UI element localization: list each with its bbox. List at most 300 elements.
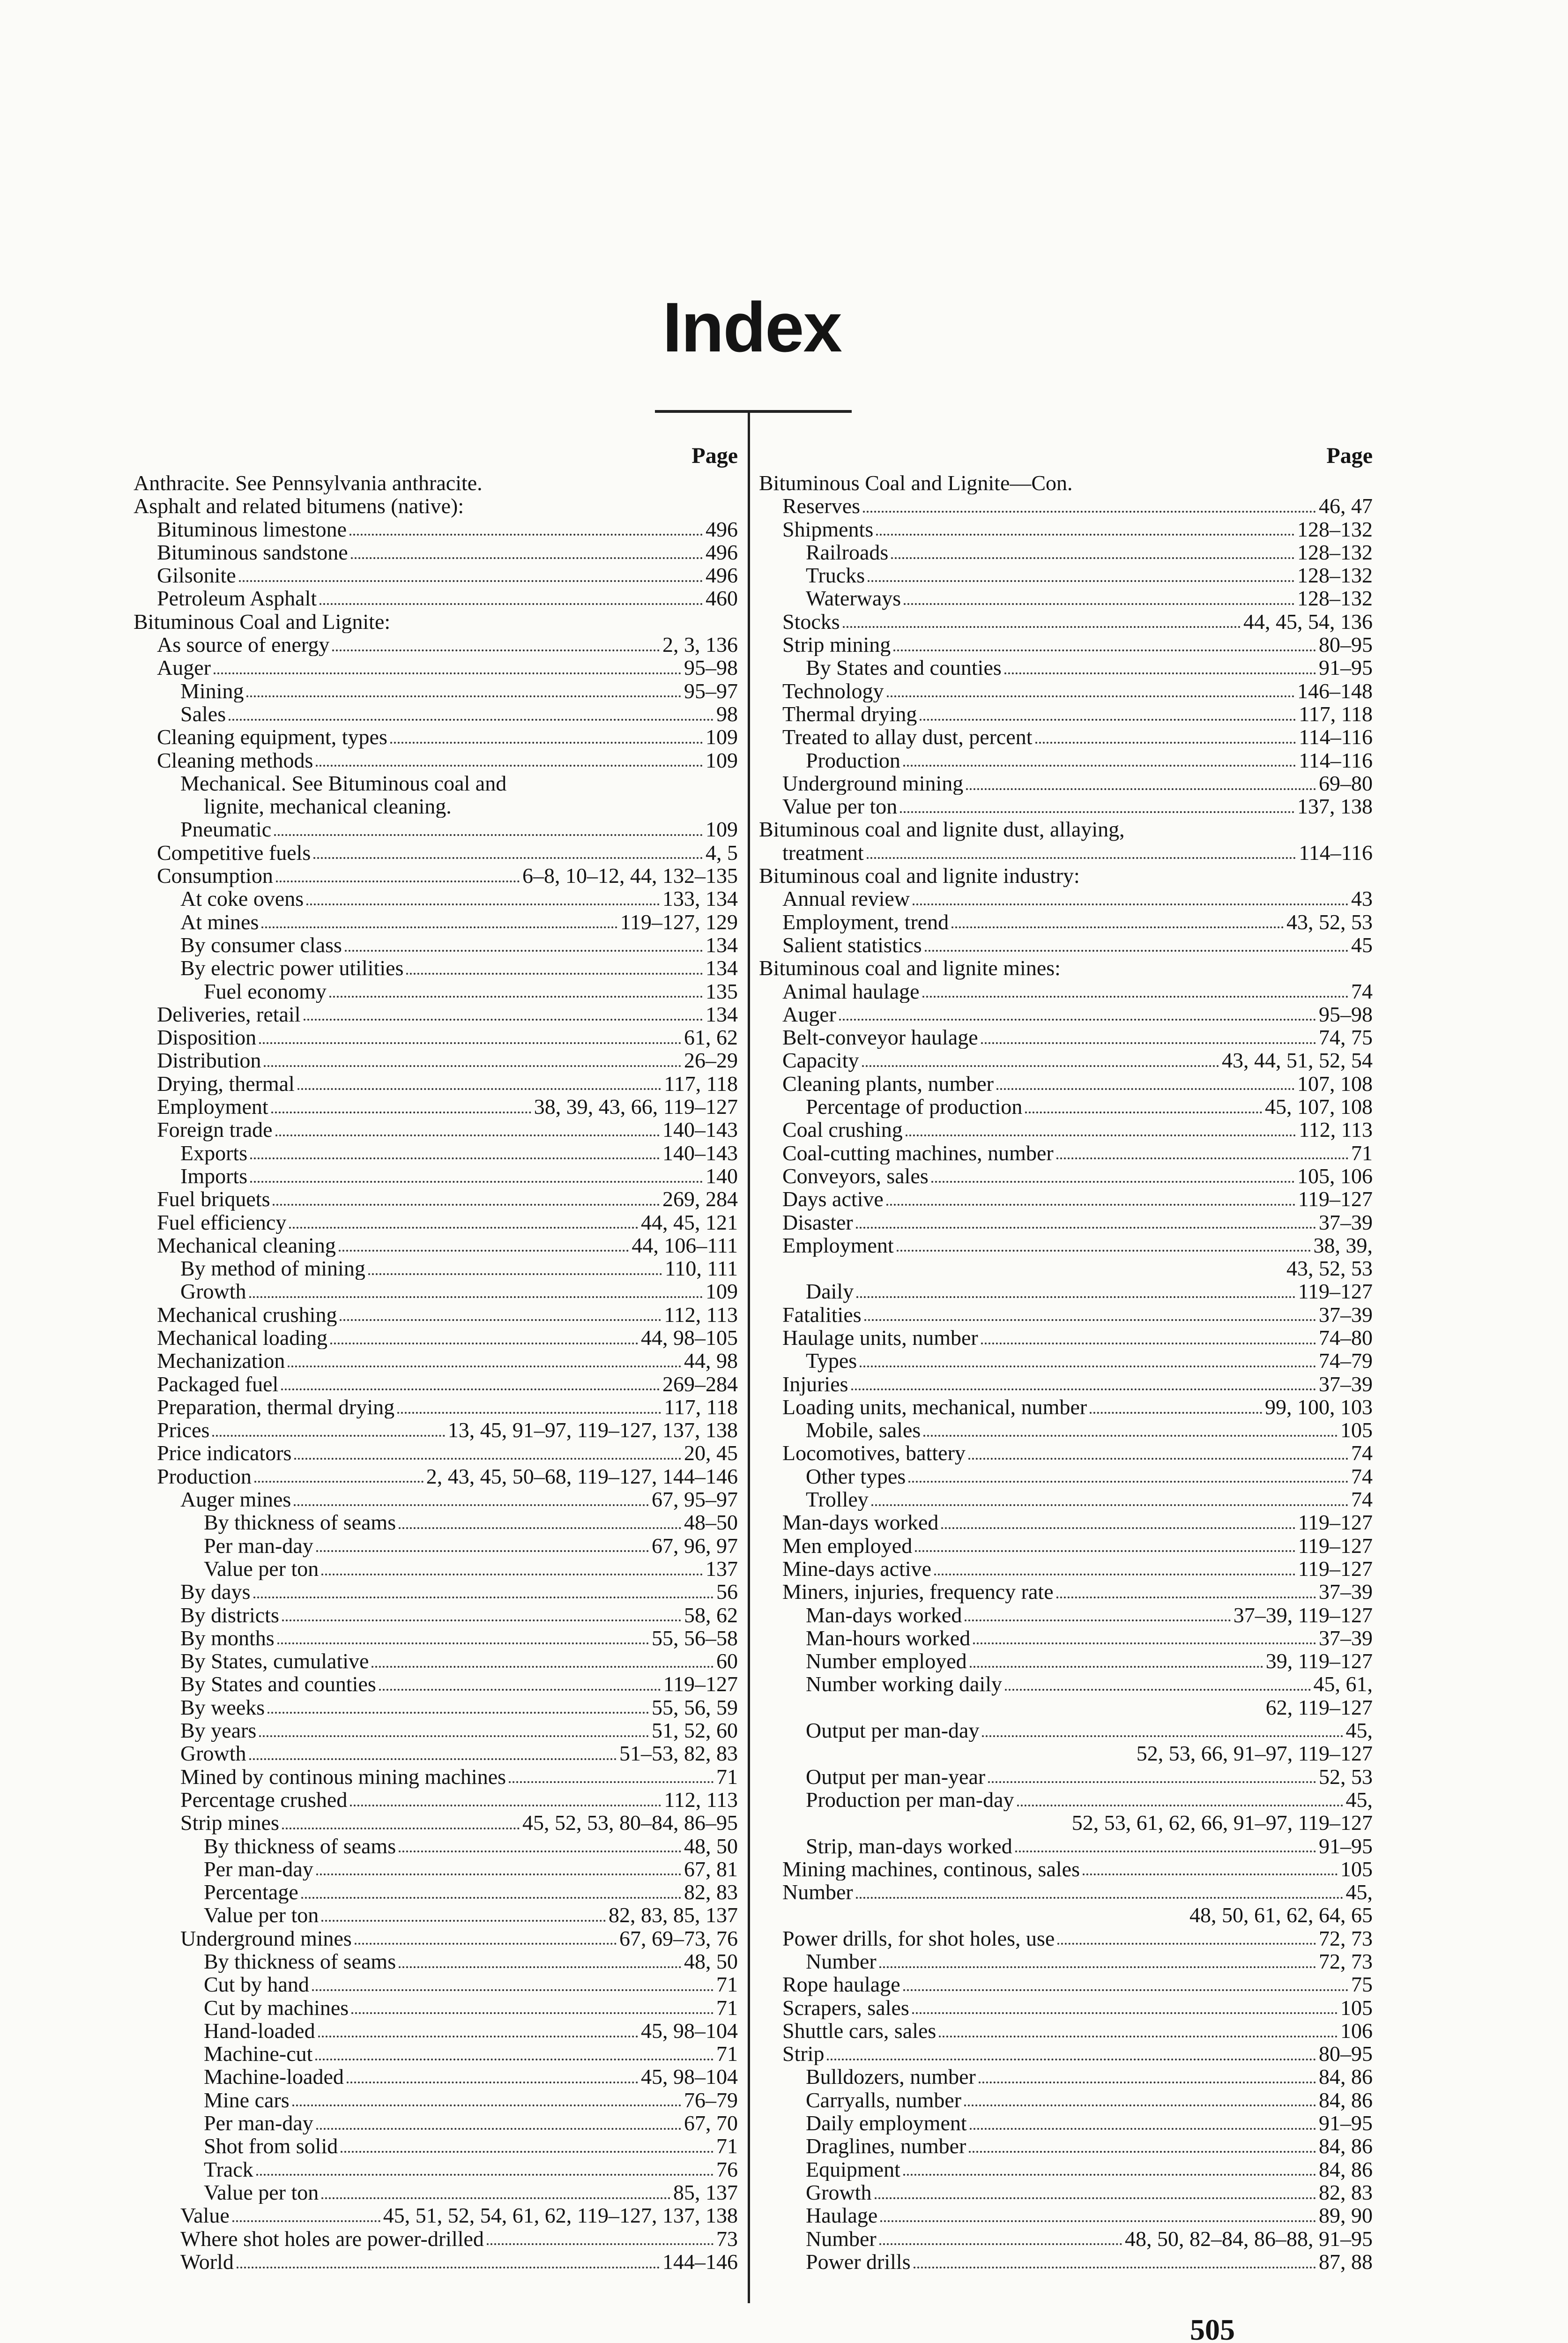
title-rule [655, 410, 852, 413]
index-entry [134, 1996, 738, 2019]
index-pages: 84, 86 [1319, 2088, 1373, 2112]
index-entry [134, 749, 738, 772]
index-pages: 133, 134 [662, 887, 738, 910]
index-entry [134, 818, 738, 841]
index-list-left [134, 471, 738, 2273]
dot-leader [1025, 1112, 1262, 1113]
index-entry [134, 1557, 738, 1580]
index-pages: 67, 95–97 [652, 1488, 738, 1511]
dot-leader [350, 1805, 661, 1806]
index-entry [759, 1696, 1373, 1719]
index-entry [134, 864, 738, 887]
dot-leader [968, 1458, 1348, 1460]
index-pages: 48, 50, 82–84, 86–88, 91–95 [1125, 2227, 1373, 2250]
index-term: Per man-day [204, 1534, 313, 1557]
index-entry [759, 2158, 1373, 2181]
index-entry [759, 1672, 1373, 1695]
index-entry [134, 1373, 738, 1395]
index-entry [759, 1187, 1373, 1210]
index-pages: 91–95 [1319, 1834, 1373, 1858]
index-term: Percentage of production [806, 1095, 1023, 1119]
index-entry [134, 471, 738, 494]
dot-leader [988, 1781, 1316, 1783]
index-entry [134, 1049, 738, 1072]
index-entry [134, 1903, 738, 1926]
index-entry [759, 910, 1373, 933]
dot-leader [1056, 1597, 1316, 1598]
index-pages: 140 [706, 1164, 738, 1188]
index-entry [759, 1095, 1373, 1118]
index-pages: 269, 284 [662, 1187, 738, 1211]
dot-leader [996, 1088, 1294, 1090]
index-pages: 76–79 [684, 2088, 738, 2112]
index-entry [759, 1627, 1373, 1649]
index-pages: 114–116 [1299, 841, 1373, 865]
index-entry [134, 1257, 738, 1280]
index-entry [134, 1465, 738, 1488]
index-pages: 128–132 [1297, 540, 1373, 564]
index-pages: 37–39 [1319, 1626, 1373, 1650]
index-entry [134, 564, 738, 587]
index-entry [759, 541, 1373, 564]
index-pages: 62, 119–127 [1265, 1695, 1373, 1719]
index-term: Number [782, 1880, 853, 1904]
index-pages: 128–132 [1297, 564, 1373, 587]
dot-leader [904, 603, 1294, 605]
index-pages: 105 [1340, 1996, 1373, 2019]
index-term: Number [806, 1950, 877, 1973]
index-term: Number employed [806, 1649, 967, 1673]
index-pages: 44, 45, 121 [641, 1210, 738, 1234]
index-entry [134, 1118, 738, 1141]
index-pages: 45, 98–104 [641, 2065, 738, 2089]
index-pages: 52, 53, 61, 62, 66, 91–97, 119–127 [1071, 1811, 1373, 1835]
dot-leader [981, 1343, 1316, 1344]
dot-leader [239, 580, 703, 582]
index-term: Coal-cutting machines, number [782, 1141, 1054, 1164]
index-term: Number [806, 2227, 877, 2250]
dot-leader [897, 1250, 1311, 1252]
index-entry [759, 1418, 1373, 1441]
index-term: Mining machines, continous, sales [782, 1857, 1080, 1881]
dot-leader [1083, 1873, 1338, 1875]
index-entry [134, 1395, 738, 1418]
dot-leader [941, 1527, 1295, 1529]
dot-leader [912, 2012, 1338, 2014]
index-pages: 37–39 [1319, 1372, 1373, 1395]
index-term: At mines [180, 910, 259, 933]
index-entry [759, 725, 1373, 748]
index-term: Man-days worked [782, 1511, 939, 1534]
dot-leader [271, 1112, 531, 1113]
index-term: Machine-cut [204, 2042, 313, 2066]
dot-leader [304, 1019, 703, 1021]
index-term: Man-days worked [806, 1603, 962, 1627]
index-entry [134, 2089, 738, 2112]
index-pages: 82, 83, 85, 137 [609, 1903, 738, 1927]
dot-leader [249, 1296, 703, 1298]
index-term: Carryalls, number [806, 2088, 962, 2112]
index-entry [134, 1835, 738, 1858]
index-term: Asphalt and related bitumens (native): [134, 494, 464, 518]
dot-leader [288, 1366, 681, 1367]
index-term: Equipment [806, 2157, 900, 2181]
index-term: By States and counties [180, 1672, 376, 1696]
index-entry [759, 1880, 1373, 1903]
index-term: Mechanical crushing [157, 1303, 337, 1326]
index-pages: 67, 96, 97 [652, 1534, 738, 1557]
dot-leader [330, 1343, 638, 1344]
index-entry [134, 1950, 738, 1973]
dot-leader [313, 857, 703, 859]
index-term: Preparation, thermal drying [157, 1395, 395, 1419]
dot-leader [246, 695, 681, 697]
index-entry [759, 1996, 1373, 2019]
index-term: Days active [782, 1187, 884, 1211]
index-pages: 135 [706, 979, 738, 1003]
index-pages: 80–95 [1319, 633, 1373, 657]
index-entry [134, 725, 738, 748]
index-pages: 43 [1351, 887, 1373, 910]
index-term: Mining [180, 679, 244, 702]
index-entry [759, 2134, 1373, 2157]
index-pages: 80–95 [1319, 2042, 1373, 2066]
index-term: Growth [180, 1742, 246, 1765]
dot-leader [880, 2220, 1316, 2222]
dot-leader [900, 811, 1294, 813]
index-pages: 45, [1345, 1788, 1373, 1812]
index-entry [134, 1696, 738, 1719]
index-entry [759, 1211, 1373, 1234]
index-pages: 109 [706, 725, 738, 749]
index-pages: 496 [706, 517, 738, 541]
index-entry [759, 1742, 1373, 1765]
dot-leader [1035, 742, 1296, 744]
index-term: Per man-day [204, 2112, 313, 2135]
index-term: Employment [157, 1095, 268, 1119]
index-term: Fuel briquets [157, 1187, 270, 1211]
dot-leader [856, 1296, 1295, 1298]
dot-leader [297, 1088, 661, 1090]
index-entry [759, 2065, 1373, 2088]
dot-leader [306, 903, 660, 905]
dot-leader [867, 857, 1296, 859]
dot-leader [908, 1481, 1348, 1483]
index-entry [134, 1672, 738, 1695]
index-pages: 91–95 [1319, 656, 1373, 679]
index-entry [134, 2065, 738, 2088]
dot-leader [920, 719, 1296, 721]
index-term: Strip, man-days worked [806, 1834, 1012, 1858]
dot-leader [982, 1735, 1343, 1737]
index-pages: 13, 45, 91–97, 119–127, 137, 138 [447, 1418, 738, 1442]
dot-leader [390, 742, 703, 744]
index-term: Exports [180, 1141, 248, 1164]
index-term: Daily employment [806, 2112, 967, 2135]
index-term: Mechanization [157, 1349, 285, 1373]
index-entry [759, 1765, 1373, 1788]
dot-leader [321, 1574, 703, 1575]
index-term: Cut by machines [204, 1996, 349, 2019]
index-pages: 44, 45, 54, 136 [1243, 610, 1373, 634]
dot-leader [232, 2220, 380, 2222]
index-pages: 114–116 [1299, 725, 1373, 749]
index-entry [134, 2019, 738, 2042]
index-pages: 87, 88 [1319, 2250, 1373, 2274]
index-entry [759, 702, 1373, 725]
index-pages: 55, 56, 59 [652, 1695, 738, 1719]
index-column-right [759, 440, 1373, 2273]
index-entry [759, 587, 1373, 610]
page-column-header: Page [691, 443, 738, 468]
dot-leader [509, 1781, 713, 1783]
index-entry [759, 2112, 1373, 2134]
index-term: Percentage crushed [180, 1788, 348, 1812]
dot-leader [321, 1920, 606, 1922]
index-term: By days [180, 1580, 251, 1604]
dot-leader [406, 973, 703, 975]
dot-leader [351, 2012, 713, 2014]
index-term: Cut by hand [204, 1973, 309, 1996]
index-pages: 140–143 [662, 1118, 738, 1142]
index-entry [759, 1118, 1373, 1141]
index-term: Thermal drying [782, 702, 917, 726]
dot-leader [254, 1481, 424, 1483]
index-entry [134, 1441, 738, 1464]
index-pages: 119–127, 129 [620, 910, 738, 933]
index-term: World [180, 2250, 234, 2274]
index-pages: 119–127 [1298, 1534, 1373, 1557]
index-term: Strip mining [782, 633, 891, 657]
index-term: Haulage units, number [782, 1326, 978, 1350]
index-pages: 72, 73 [1319, 1950, 1373, 1973]
dot-leader [914, 2267, 1316, 2268]
index-pages: 71 [716, 1765, 738, 1788]
index-pages: 60 [716, 1649, 738, 1673]
index-term: Growth [180, 1280, 246, 1303]
index-term: Bituminous coal and lignite mines: [759, 956, 1061, 980]
index-entry [134, 541, 738, 564]
dot-leader [951, 926, 1284, 928]
index-entry [759, 679, 1373, 702]
dot-leader [253, 1597, 714, 1598]
dot-leader [487, 2243, 713, 2245]
index-pages: 269–284 [662, 1372, 738, 1395]
dot-leader [332, 649, 660, 651]
index-term: Stocks [782, 610, 840, 634]
index-entry [759, 1049, 1373, 1072]
index-entry [759, 1580, 1373, 1603]
index-pages: 95–97 [684, 679, 738, 702]
index-pages: 45, 51, 52, 54, 61, 62, 119–127, 137, 138 [383, 2204, 738, 2227]
dot-leader [339, 1250, 629, 1252]
page-number: 505 [1190, 2313, 1235, 2343]
index-term: By thickness of seams [204, 1834, 396, 1858]
index-entry [134, 1164, 738, 1187]
index-entry [759, 564, 1373, 587]
index-term: Men employed [782, 1534, 913, 1557]
index-pages: 44, 98 [684, 1349, 738, 1373]
index-entry [759, 1257, 1373, 1280]
index-term: Mine-days active [782, 1557, 932, 1581]
dot-leader [964, 2104, 1316, 2106]
dot-leader [965, 1619, 1230, 1621]
index-entry [134, 1742, 738, 1765]
index-pages: 48, 50 [684, 1950, 738, 1973]
index-pages: 43, 52, 53 [1286, 910, 1373, 933]
index-entry [759, 2204, 1373, 2227]
index-pages: 71 [716, 1996, 738, 2019]
index-pages: 109 [706, 818, 738, 841]
index-pages: 55, 56–58 [652, 1626, 738, 1650]
index-pages: 44, 98–105 [641, 1326, 738, 1350]
index-pages: 67, 69–73, 76 [619, 1926, 738, 1950]
dot-leader [329, 996, 703, 998]
index-pages: 105, 106 [1297, 1164, 1373, 1188]
dot-leader [341, 2151, 713, 2153]
index-pages: 82, 83 [1319, 2180, 1373, 2204]
index-entry [759, 933, 1373, 956]
index-entry [759, 518, 1373, 541]
index-entry [759, 1950, 1373, 1973]
dot-leader [875, 2197, 1316, 2199]
dot-leader [397, 1412, 661, 1414]
index-pages: 84, 86 [1319, 2065, 1373, 2089]
index-pages: 106 [1340, 2019, 1373, 2043]
dot-leader [294, 1504, 649, 1506]
index-pages: 45, 61, [1313, 1672, 1373, 1696]
index-pages: 109 [706, 1280, 738, 1303]
index-entry [759, 494, 1373, 517]
dot-leader [379, 1689, 661, 1691]
index-pages: 61, 62 [684, 1026, 738, 1049]
index-term: Mined by continous mining machines [180, 1765, 506, 1788]
dot-leader [863, 511, 1316, 513]
index-term: Production [806, 748, 900, 772]
index-pages: 43, 52, 53 [1286, 1257, 1373, 1280]
index-entry [759, 841, 1373, 864]
index-term: Value per ton [782, 795, 898, 818]
index-term: Bulldozers, number [806, 2065, 976, 2089]
index-pages: 52, 53, 66, 91–97, 119–127 [1136, 1742, 1373, 1765]
index-pages: 496 [706, 540, 738, 564]
index-list-right [759, 471, 1373, 2273]
index-entry [134, 633, 738, 656]
dot-leader [275, 1134, 660, 1136]
index-pages: 99, 100, 103 [1265, 1395, 1373, 1419]
index-term: As source of energy [157, 633, 330, 657]
index-pages: 74–80 [1319, 1326, 1373, 1350]
index-pages: 56 [716, 1580, 738, 1604]
index-entry [134, 1326, 738, 1349]
index-term: Shipments [782, 517, 874, 541]
index-pages: 82, 83 [684, 1880, 738, 1904]
dot-leader [399, 1966, 681, 1968]
index-term: Railroads [806, 540, 889, 564]
index-term: Capacity [782, 1049, 859, 1072]
index-term: Shuttle cars, sales [782, 2019, 936, 2043]
dot-leader [876, 534, 1294, 536]
dot-leader [879, 1966, 1316, 1968]
index-entry [134, 2112, 738, 2134]
dot-leader [868, 580, 1294, 582]
dot-leader [1015, 1851, 1316, 1852]
index-pages: 75 [1351, 1973, 1373, 1996]
index-entry [759, 818, 1373, 841]
dot-leader [229, 719, 713, 721]
dot-leader [839, 1019, 1316, 1021]
index-term: By thickness of seams [204, 1950, 396, 1973]
index-term: Value per ton [204, 2180, 319, 2204]
index-entry [759, 1927, 1373, 1950]
index-entry [134, 1349, 738, 1372]
index-pages: 134 [706, 933, 738, 957]
index-pages: 119–127 [1298, 1557, 1373, 1581]
index-entry [134, 933, 738, 956]
dot-leader [351, 557, 703, 559]
index-pages: 95–98 [684, 656, 738, 679]
index-pages: 38, 39, 43, 66, 119–127 [534, 1095, 738, 1119]
dot-leader [979, 2082, 1316, 2083]
dot-leader [1056, 1157, 1348, 1159]
dot-leader [887, 695, 1294, 697]
index-pages: 45, 98–104 [641, 2019, 738, 2043]
index-column-left [134, 440, 738, 2273]
index-pages: 76 [716, 2157, 738, 2181]
dot-leader [316, 1873, 681, 1875]
index-entry [759, 1835, 1373, 1858]
dot-leader [1057, 1943, 1316, 1945]
index-entry [759, 1164, 1373, 1187]
index-term: Price indicators [157, 1441, 292, 1465]
index-term: Conveyors, sales [782, 1164, 929, 1188]
dot-leader [368, 1273, 662, 1275]
index-pages: 119–127 [1298, 1280, 1373, 1303]
index-pages: 71 [716, 2042, 738, 2066]
index-pages: 105 [1340, 1418, 1373, 1442]
index-term: Output per man-year [806, 1765, 986, 1788]
dot-leader [966, 788, 1316, 790]
index-term: By thickness of seams [204, 1511, 396, 1534]
dot-leader [274, 834, 703, 836]
page-column-header: Page [1326, 443, 1373, 468]
dot-leader [903, 1989, 1348, 1991]
column-divider [748, 410, 750, 2303]
dot-leader [915, 1550, 1295, 1552]
index-pages: 46, 47 [1319, 494, 1373, 518]
index-term: Other types [806, 1464, 906, 1488]
dot-leader [843, 626, 1241, 628]
index-entry [134, 610, 738, 633]
index-pages: 74 [1351, 1441, 1373, 1465]
index-entry [759, 1349, 1373, 1372]
index-term: Belt-conveyor haulage [782, 1026, 978, 1049]
index-entry [759, 1142, 1373, 1164]
index-term: By years [180, 1719, 257, 1742]
dot-leader [212, 1435, 445, 1437]
index-term: Power drills [806, 2250, 911, 2274]
index-term: Underground mining [782, 771, 964, 795]
index-pages: 137, 138 [1297, 795, 1373, 818]
index-term: Technology [782, 679, 884, 702]
index-pages: 496 [706, 564, 738, 587]
index-term: Production per man-day [806, 1788, 1014, 1812]
index-term: Auger mines [180, 1488, 291, 1511]
dot-leader [969, 2151, 1316, 2153]
index-pages: 74–79 [1319, 1349, 1373, 1373]
index-entry [759, 2042, 1373, 2065]
dot-leader [281, 1388, 660, 1390]
